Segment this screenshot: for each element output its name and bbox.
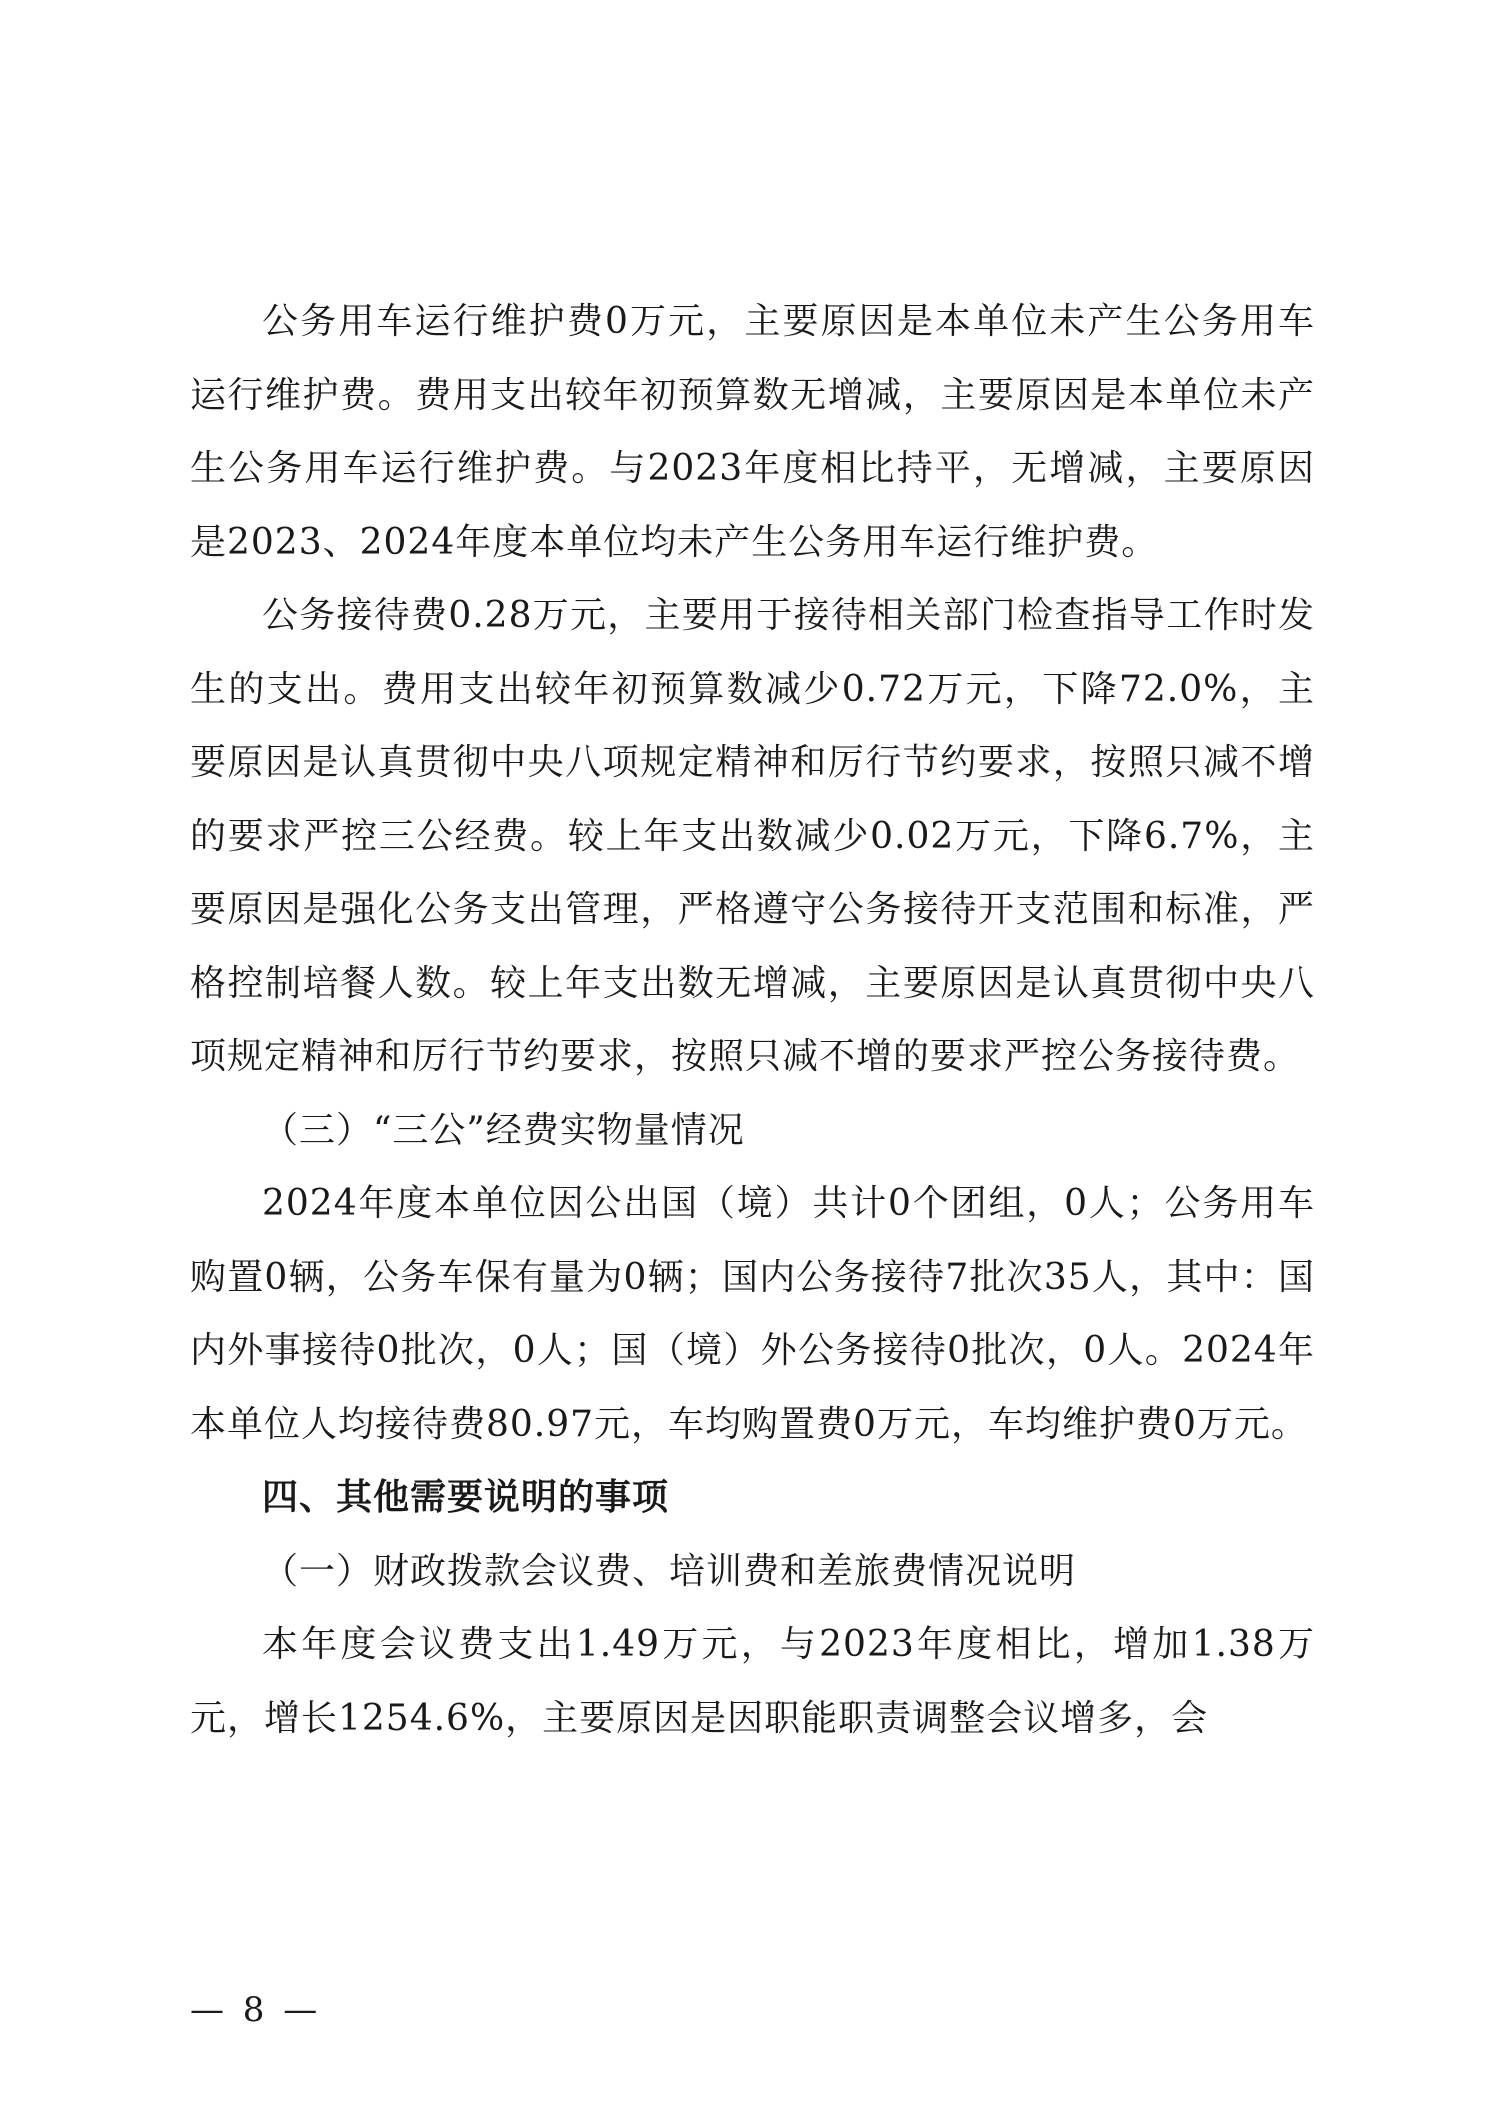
subheading-meeting-training-travel: （一）财政拨款会议费、培训费和差旅费情况说明 bbox=[262, 1550, 1077, 1592]
page-number: — 8 — bbox=[190, 1990, 322, 2030]
paragraph-physical-quantity: 2024年度本单位因公出国（境）共计0个团组，0人；公务用车购置0辆，公务车保有量为0辆；国内公务接待7批次35人，其中：国内外事接待0批次，0人；国（境）外公务接待0批次，0人。2024年本单位人均接待费80.97元，车均购置费0万元，车均维护费0万元。 bbox=[190, 1183, 1315, 1445]
paragraph-reception-fee: 公务接待费0.28万元，主要用于接待相关部门检查指导工作时发生的支出。费用支出较年初预算数减少0.72万元，下降72.0%，主要原因是认真贯彻中央八项规定精神和厉行节约要求，按照只减不增的要求严控三公经费。较上年支出数减少0.02万元，下降6.7%，主要原因是强化公务支出管理，严格遵守公务接待开支范围和标准，严格控制培餐人数。较上年支出数无增减，主要原因是认真贯彻中央八项规定精神和厉行节约要求，按照只减不增的要求严控公务接待费。 bbox=[190, 595, 1315, 1077]
paragraph-meeting-fee: 本年度会议费支出1.49万元，与2023年度相比，增加1.38万元，增长1254.6%，主要原因是因职能职责调整会议增多，会 bbox=[190, 1624, 1315, 1739]
subheading-three-public-physical: （三）“三公”经费实物量情况 bbox=[262, 1109, 745, 1151]
paragraph-vehicle-maintenance: 公务用车运行维护费0万元，主要原因是本单位未产生公务用车运行维护费。费用支出较年初预算数无增减，主要原因是本单位未产生公务用车运行维护费。与2023年度相比持平，无增减，主要原因是2023、2024年度本单位均未产生公务用车运行维护费。 bbox=[190, 301, 1315, 563]
document-body bbox=[190, 285, 1315, 1755]
section-heading-other-matters: 四、其他需要说明的事项 bbox=[262, 1477, 670, 1518]
